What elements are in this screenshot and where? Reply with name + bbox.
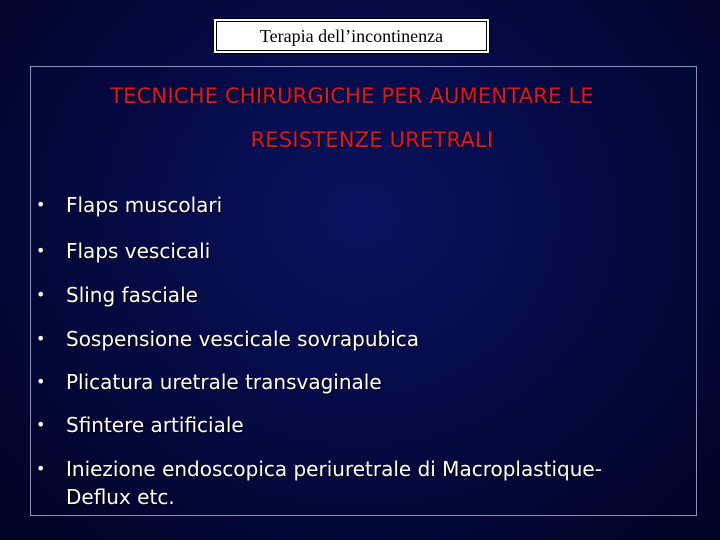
bullet-icon: •: [36, 329, 46, 348]
bullet-text: Flaps vescicali: [66, 239, 211, 263]
bullet-text-line-1: Iniezione endoscopica periuretrale di Macroplastique-: [66, 457, 602, 481]
bullet-icon: •: [36, 459, 46, 478]
bullet-text: Sling fasciale: [66, 283, 198, 307]
bullet-icon: •: [36, 241, 46, 260]
bullet-item-flaps-muscolari: [36, 191, 222, 219]
bullet-item-flaps-vescicali: [36, 237, 210, 265]
bullet-text: [66, 455, 602, 511]
heading-line-2: RESISTENZE URETRALI: [250, 128, 494, 152]
bullet-text: Sospensione vescicale sovrapubica: [66, 327, 420, 351]
bullet-text: Sfintere artificiale: [66, 413, 244, 437]
bullet-text: Flaps muscolari: [66, 193, 223, 217]
bullet-item-plicatura: [36, 368, 382, 396]
bullet-icon: •: [36, 415, 46, 434]
bullet-item-iniezione: [36, 455, 602, 511]
bullet-icon: •: [36, 285, 46, 304]
bullet-item-sfintere: [36, 411, 244, 439]
bullet-text: Plicatura uretrale transvaginale: [66, 370, 382, 394]
bullet-icon: •: [36, 372, 46, 391]
slide-title: Terapia dell’incontinenza: [216, 21, 487, 51]
bullet-item-sling-fasciale: [36, 281, 198, 309]
slide-title-box: [213, 18, 490, 54]
heading-line-1: TECNICHE CHIRURGICHE PER AUMENTARE LE: [110, 84, 594, 108]
bullet-item-sospensione: [36, 325, 419, 353]
bullet-icon: •: [36, 195, 46, 214]
bullet-text-line-2: Deflux etc.: [66, 485, 175, 509]
